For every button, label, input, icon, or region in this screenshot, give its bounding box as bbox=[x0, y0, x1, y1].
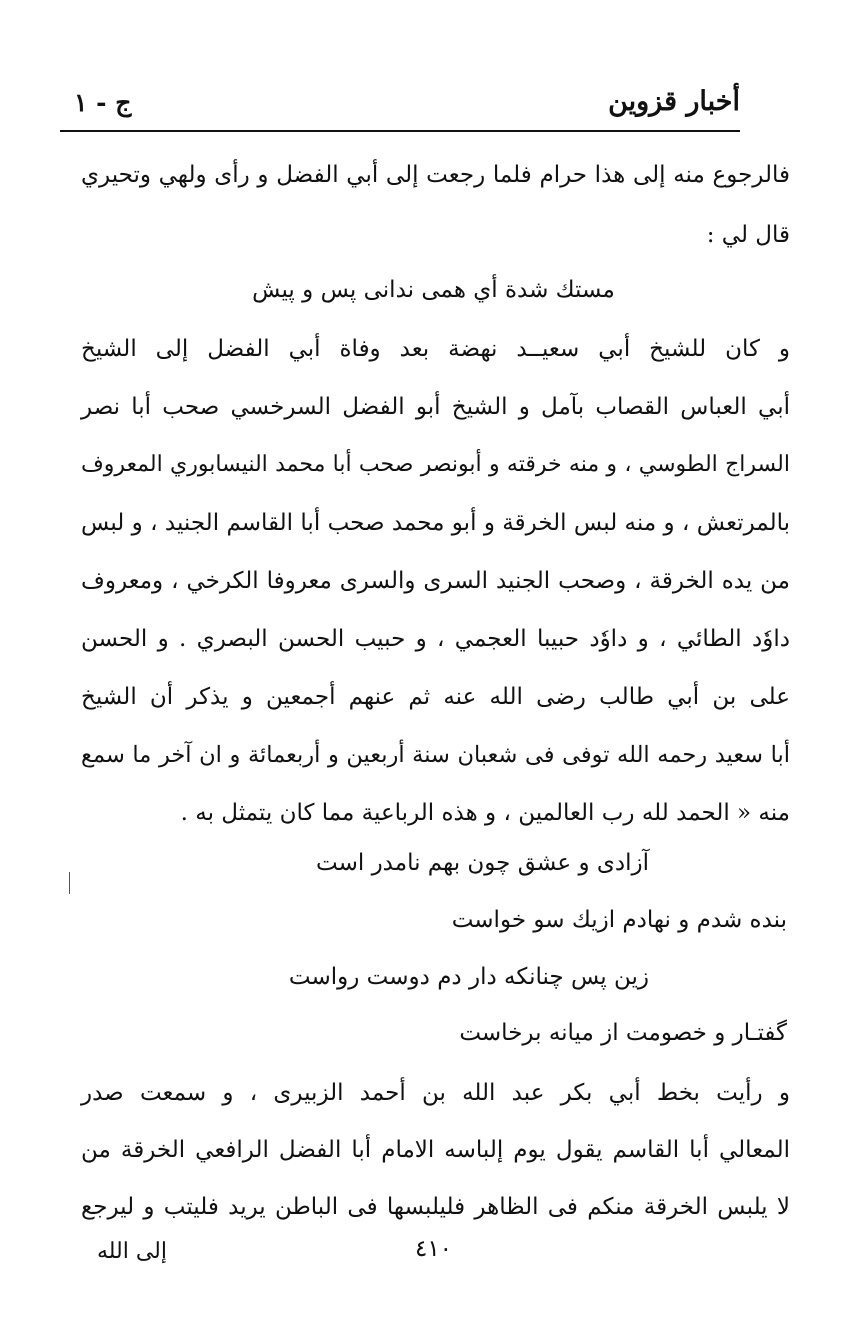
running-header bbox=[60, 82, 740, 128]
margin-mark bbox=[69, 872, 70, 894]
volume-label: ج - ١ bbox=[74, 88, 132, 117]
verse-line: مستك شدة أي همى ندانى پس و پيش bbox=[252, 277, 615, 303]
text-line-5: أبي العباس القصاب بآمل و الشيخ أبو الفضل السرخسي صحب أبا نصر bbox=[81, 394, 790, 420]
text-line-1: فالرجوع منه إلى هذا حرام فلما رجعت إلى أبي الفضل و رأى ولهي وتحيري bbox=[81, 162, 790, 188]
text-line-19: لا يلبس الخرقة منكم فى الظاهر فليلبسها فى الباطن يريد فليتب و ليرجع bbox=[81, 1194, 790, 1220]
text-line-12: منه « الحمد لله رب العالمين ، و هذه الرباعية مما كان يتمثل به . bbox=[180, 800, 790, 826]
quatrain-line-3: زين پس چنانكه دار دم دوست رواست bbox=[288, 964, 649, 990]
text-line-6: السراج الطوسي ، و منه خرقته و أبونصر صحب أبا محمد النيسابوري المعروف bbox=[81, 452, 790, 477]
text-line-18: المعالي أبا القاسم يقول يوم إلباسه الامام أبا الفضل الرافعي الخرقة من bbox=[81, 1137, 790, 1163]
text-line-9: داوٗد الطائي ، و داوٗد حبيبا العجمي ، و حبيب الحسن البصري . و الحسن bbox=[81, 626, 790, 652]
page-number: ٤١٠ bbox=[414, 1236, 453, 1262]
catchword: إلى الله bbox=[96, 1239, 167, 1264]
header-rule bbox=[60, 130, 740, 132]
quatrain-line-1: آزادى و عشق چون بهم نامدر است bbox=[316, 850, 649, 876]
book-title: أخبار قزوين bbox=[608, 86, 740, 117]
text-line-2: قال لي : bbox=[706, 222, 790, 248]
text-line-8: من يده الخرقة ، وصحب الجنيد السرى والسرى معروفا الكرخي ، ومعروف bbox=[81, 568, 790, 594]
text-line-4: و كان للشيخ أبي سعيــد نهضة بعد وفاة أبي الفضل إلى الشيخ bbox=[81, 336, 790, 362]
text-line-7: بالمرتعش ، و منه لبس الخرقة و أبو محمد صحب أبا القاسم الجنيد ، و لبس bbox=[81, 510, 790, 536]
text-line-17: و رأيت بخط أبي بكر عبد الله بن أحمد الزبيرى ، و سمعت صدر bbox=[81, 1080, 790, 1106]
text-line-11: أبا سعيد رحمه الله توفى فى شعبان سنة أربعين و أربعمائة و ان آخر ما سمع bbox=[81, 742, 790, 768]
quatrain-line-2: بنده شدم و نهادم ازيك سو خواست bbox=[451, 907, 787, 933]
quatrain-line-4: گفتـار و خصومت از ميانه برخاست bbox=[459, 1020, 787, 1046]
text-line-10: على بن أبي طالب رضى الله عنه ثم عنهم أجمعين و يذكر أن الشيخ bbox=[81, 684, 790, 710]
